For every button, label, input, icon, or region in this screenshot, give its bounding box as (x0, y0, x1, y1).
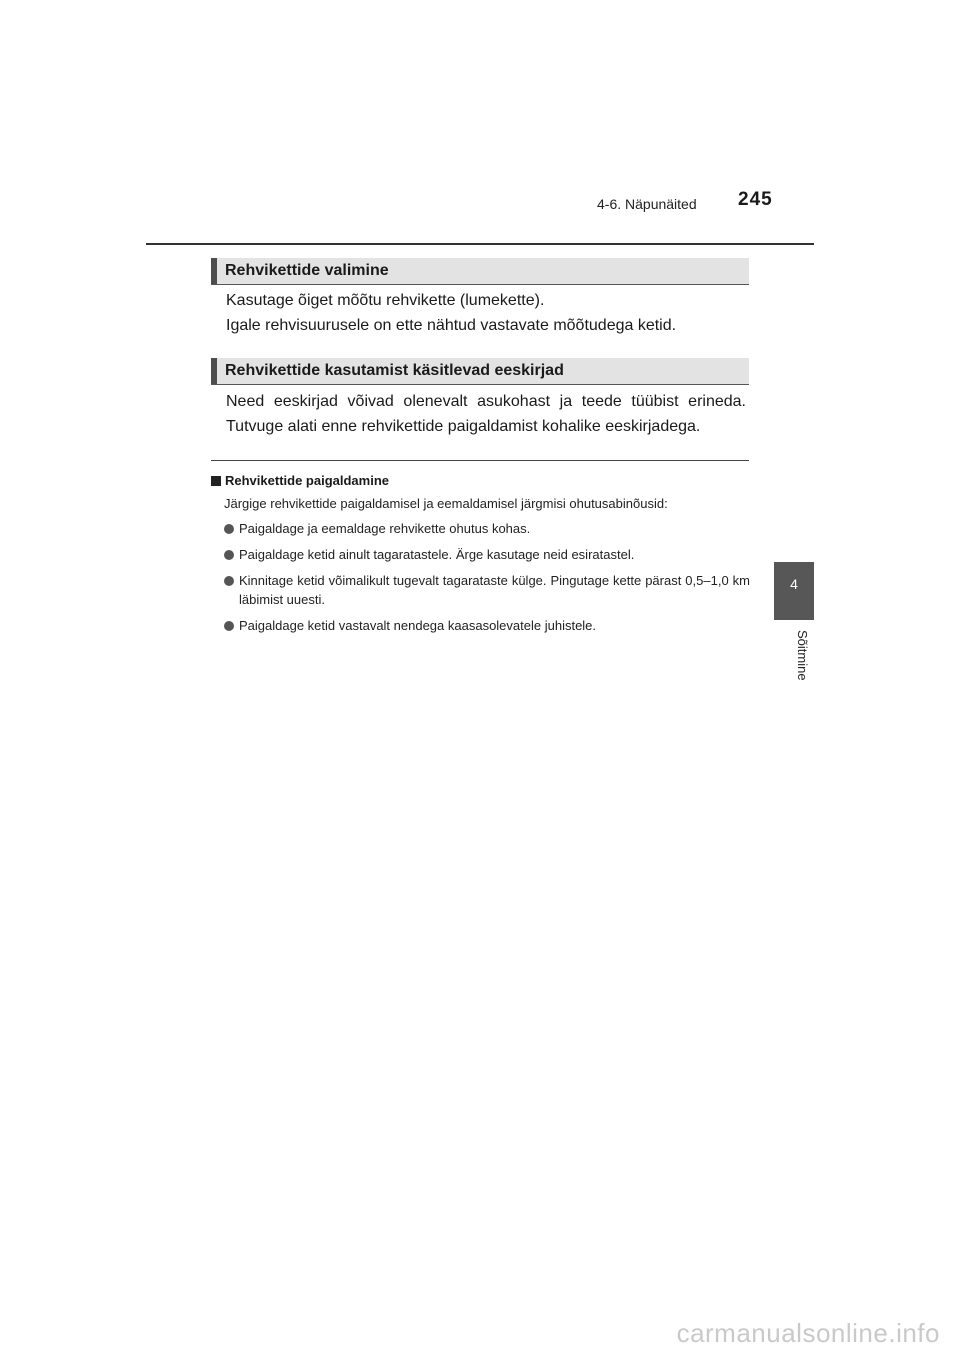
section-header-tire-chain-regulations (211, 358, 749, 385)
info-divider (211, 460, 749, 461)
note-heading-text: Rehvikettide paigaldamine (225, 473, 389, 488)
circle-bullet-icon (224, 576, 234, 586)
list-item-text: Paigaldage ketid vastavalt nendega kaasasolevatele juhistele. (239, 618, 597, 633)
circle-bullet-icon (224, 550, 234, 560)
list-item-text: Paigaldage ketid ainult tagaratastele. Ärge kasutage neid esiratastel. (239, 547, 635, 562)
section-title: Rehvikettide valimine (225, 262, 389, 279)
header-section-title: 4-6. Näpunäited (597, 196, 697, 212)
list-item-text: Paigaldage ja eemaldage rehvikette ohutus kohas. (239, 521, 531, 536)
list-item (224, 519, 750, 538)
section-paragraph: Need eeskirjad võivad olenevalt asukohast ja teede tüübist erineda. (226, 393, 746, 410)
chapter-tab-number: 4 (790, 576, 798, 592)
chapter-tab-label: Sõitmine (795, 630, 810, 681)
note-heading (211, 473, 389, 488)
section-paragraph: Tutvuge alati enne rehvikettide paigaldamist kohalike eeskirjadega. (226, 418, 701, 435)
section-paragraph: Igale rehvisuurusele on ette nähtud vastavate mõõtudega ketid. (226, 317, 677, 334)
section-title: Rehvikettide kasutamist käsitlevad eeskirjad (225, 362, 564, 379)
note-intro: Järgige rehvikettide paigaldamisel ja eemaldamisel järgmisi ohutusabinõusid: (224, 496, 668, 511)
section-header-tire-chain-selection (211, 258, 749, 285)
header-divider (146, 243, 814, 245)
section-accent (211, 358, 217, 384)
section-accent (211, 258, 217, 284)
list-item (224, 571, 750, 609)
page-number: 245 (738, 189, 773, 210)
watermark: carmanualsonline.info (676, 1318, 940, 1348)
section-paragraph: Kasutage õiget mõõtu rehvikette (lumekette). (226, 292, 545, 309)
list-item-text: Kinnitage ketid võimalikult tugevalt tagarataste külge. Pingutage kette pärast 0,5–1,0 km läbimist uuesti. (239, 573, 750, 607)
list-item (224, 616, 750, 635)
list-item (224, 545, 750, 564)
square-bullet-icon (211, 476, 221, 486)
circle-bullet-icon (224, 524, 234, 534)
circle-bullet-icon (224, 621, 234, 631)
